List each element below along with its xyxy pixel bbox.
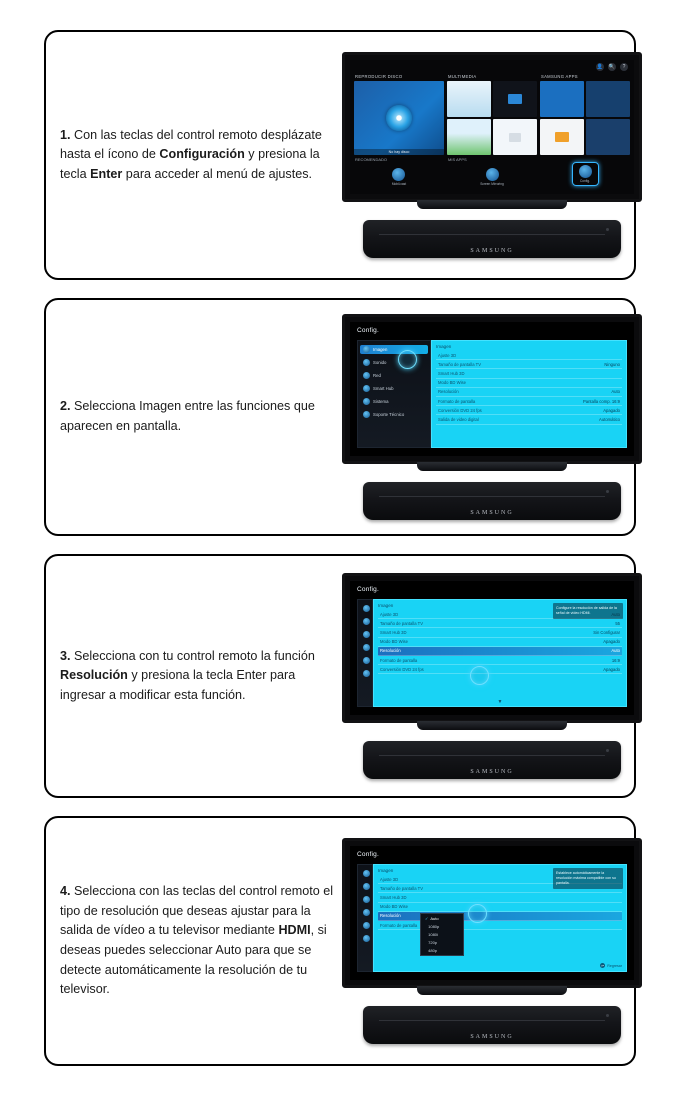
disc-tile[interactable]	[354, 81, 444, 155]
option-row[interactable]	[378, 628, 622, 637]
option-value: Apagado	[603, 407, 620, 413]
option-row[interactable]	[378, 921, 622, 930]
player-indicator-1	[606, 228, 609, 231]
hub-column-multimedia	[447, 73, 537, 155]
hub-bottom-title-recommended: RECOMENDADO	[355, 157, 388, 162]
support-icon	[363, 935, 370, 942]
help-icon[interactable]: ?	[620, 63, 628, 71]
config-screen-2	[350, 322, 634, 456]
chevron-down-icon[interactable]: ▼	[497, 699, 503, 705]
check-icon: ✓	[425, 916, 429, 922]
dropdown-item-1080i[interactable]	[421, 931, 463, 939]
option-value: Automático	[599, 416, 620, 422]
tv-unit-1	[342, 52, 642, 258]
config-menu-item-red[interactable]	[360, 895, 370, 904]
step-1-text-part-1: Con las teclas del control remoto desplázate hasta el ícono de	[60, 127, 322, 162]
image-icon	[363, 346, 370, 353]
tv-unit-4	[342, 838, 642, 1044]
smart-hub-screen	[350, 60, 634, 194]
option-row[interactable]	[436, 360, 622, 369]
option-row[interactable]	[378, 656, 622, 665]
config-panel-4	[373, 864, 627, 972]
hub-column-apps	[540, 73, 630, 155]
file-icon	[509, 133, 521, 142]
cursor-highlight-2	[398, 350, 417, 369]
image-icon	[363, 870, 370, 877]
resolution-dropdown[interactable]	[420, 913, 464, 956]
screen-mirroring-icon	[486, 168, 499, 181]
multimedia-tile-1[interactable]	[447, 81, 491, 117]
hub-tiles-disc	[354, 81, 444, 155]
app-shortcut-screen-mirroring[interactable]	[480, 168, 504, 186]
config-menu-item-imagen[interactable]	[360, 869, 370, 878]
step-card-4	[44, 816, 636, 1066]
check-placeholder-icon	[425, 924, 426, 929]
step-2-text-part-1: Selecciona Imagen entre las funciones que aparecen en pantalla.	[60, 399, 315, 433]
network-icon	[363, 631, 370, 638]
config-menu-rail-3	[357, 599, 373, 707]
config-menu-item-sistema[interactable]	[360, 656, 370, 665]
step-1-number: 1.	[60, 127, 71, 142]
network-icon	[363, 896, 370, 903]
network-icon	[363, 372, 370, 379]
step-4-text-part-1: Selecciona con las teclas del control remoto el tipo de resolución que deseas ajustar para la salida de vídeo a tu televisor mediante	[60, 884, 334, 938]
bluray-player-3	[363, 741, 621, 779]
config-panel-2	[431, 340, 627, 448]
option-row[interactable]	[436, 415, 622, 424]
user-icon[interactable]: 👤	[596, 63, 604, 70]
system-icon	[363, 657, 370, 664]
dropdown-label: Auto	[430, 916, 439, 922]
option-value: Ninguno	[604, 361, 620, 367]
config-menu-item-sonido[interactable]	[360, 617, 370, 626]
step-card-2	[44, 298, 636, 536]
cursor-highlight-3	[470, 666, 489, 685]
config-menu-item-smart-hub[interactable]	[360, 908, 370, 917]
apps-grid	[540, 81, 630, 155]
disc-tray-2	[379, 496, 605, 497]
check-placeholder-icon	[425, 948, 426, 953]
config-panel-title-3: Imagen	[378, 603, 394, 608]
config-label: Config.	[579, 179, 591, 183]
config-menu-item-sistema[interactable]	[360, 921, 370, 930]
hub-bottom-icons-myapps	[447, 162, 537, 191]
dropdown-item-auto[interactable]	[421, 915, 463, 923]
config-title-4: Config.	[357, 851, 379, 858]
option-value: Sin Configurar	[593, 629, 620, 635]
option-label: Resolución	[380, 913, 401, 919]
config-menu-list-2	[357, 340, 431, 448]
player-brand-4: SAMSUNG	[470, 1034, 514, 1040]
option-label: Modo BD Wise	[380, 904, 408, 910]
option-row[interactable]	[436, 379, 622, 388]
step-3-text-part-1: Selecciona con tu control remoto la función	[70, 648, 315, 663]
hub-tiles-apps	[540, 81, 630, 155]
option-label: Formato de pantalla	[438, 398, 476, 404]
info-pane-3: Configure la resolución de salida de la señal de vídeo HDMI.	[553, 603, 623, 619]
config-menu-rail-4	[357, 864, 373, 972]
tv-stand-3	[342, 721, 642, 735]
bluray-player-4	[363, 1006, 621, 1044]
option-row[interactable]	[436, 369, 622, 378]
check-placeholder-icon	[425, 940, 426, 945]
step-3-bold-1: Resolución	[60, 668, 128, 683]
config-panel-title-4: Imagen	[378, 868, 394, 873]
hub-bottom-icons-recommended	[354, 162, 444, 191]
disc-tray-3	[379, 755, 605, 756]
option-label: Conversión DVD 24 fps	[380, 666, 424, 672]
dropdown-item-720p[interactable]	[421, 938, 463, 946]
config-menu-item-soporte[interactable]	[360, 934, 370, 943]
option-label: Ajuste 3D	[380, 876, 399, 882]
mail-icon	[555, 132, 569, 142]
player-indicator-2	[606, 490, 609, 493]
tv-screen-4	[342, 838, 642, 988]
option-value: Auto	[611, 389, 620, 395]
bluray-player-1	[363, 220, 621, 258]
check-placeholder-icon	[425, 932, 426, 937]
step-4-bold-1: HDMI	[278, 923, 311, 938]
dropdown-label: 1080i	[428, 931, 438, 937]
config-body-4	[357, 864, 627, 972]
app-tile-4[interactable]	[586, 119, 630, 155]
option-row[interactable]	[378, 638, 622, 647]
app-shortcut-mobilcast[interactable]	[392, 168, 406, 186]
config-menu-label-smart-hub: Smart Hub	[373, 386, 394, 391]
image-icon	[363, 605, 370, 612]
option-label: Smart Hub 3D	[380, 894, 407, 900]
config-menu-item-smart-hub[interactable]	[360, 643, 370, 652]
config-title-2: Config.	[357, 327, 379, 334]
app-tile-2[interactable]	[586, 81, 630, 117]
config-menu-item-smart-hub[interactable]	[360, 384, 428, 393]
step-1-text	[60, 126, 342, 185]
option-row[interactable]	[378, 893, 622, 902]
config-menu-item-soporte[interactable]	[360, 410, 428, 419]
option-value: Pantalla comp. 16:9	[582, 398, 620, 404]
config-title-3: Config.	[357, 586, 379, 593]
config-menu-item-sistema[interactable]	[360, 397, 428, 406]
step-3-illustration	[342, 573, 642, 779]
multimedia-tile-3[interactable]	[447, 119, 491, 155]
step-1-bold-2: Enter	[90, 166, 123, 181]
option-label: Conversión DVD 24 fps	[438, 407, 482, 413]
sound-icon	[363, 359, 370, 366]
hub-bottom-recommended	[354, 157, 444, 191]
disc-tile-label: No hay disco	[354, 149, 444, 155]
smart-hub-icon	[363, 385, 370, 392]
hub-bottom-myapps	[447, 157, 537, 191]
multimedia-grid	[447, 81, 537, 155]
option-label: Smart Hub 3D	[380, 629, 407, 635]
hub-bottom-config	[540, 157, 630, 191]
option-label: Modo BD Wise	[438, 380, 466, 386]
player-brand-3: SAMSUNG	[470, 769, 514, 775]
player-indicator-4	[606, 1014, 609, 1017]
hub-bottom-title-myapps: MIS APPS	[448, 157, 467, 162]
dropdown-item-480p[interactable]	[421, 946, 463, 954]
option-label: Ajuste 3D	[438, 352, 457, 358]
tv-screen-2	[342, 314, 642, 464]
smart-hub-icon	[363, 909, 370, 916]
back-label: Regresar	[607, 963, 622, 968]
config-screen-3	[350, 581, 634, 715]
option-row[interactable]	[378, 903, 622, 912]
option-row[interactable]	[436, 397, 622, 406]
option-label: Formato de pantalla	[380, 922, 418, 928]
option-value: Apagado	[603, 666, 620, 672]
bluray-player-2	[363, 482, 621, 520]
dropdown-label: 720p	[428, 939, 438, 945]
disc-tray-4	[379, 1020, 605, 1021]
step-1-text-part-3: para acceder al menú de ajustes.	[122, 166, 313, 181]
back-arrow-icon: ↩	[601, 963, 605, 968]
config-menu-item-soporte[interactable]	[360, 669, 370, 678]
step-2-number: 2.	[60, 399, 71, 414]
tv-screen-1	[342, 52, 642, 202]
option-label: Modo BD Wise	[380, 639, 408, 645]
step-2-illustration	[342, 314, 642, 520]
option-label: Formato de pantalla	[380, 657, 418, 663]
system-icon	[363, 398, 370, 405]
option-value: Apagado	[603, 639, 620, 645]
tv-stand-2	[342, 462, 642, 476]
option-label: Tamaño de pantalla TV	[380, 885, 423, 891]
config-screen-4	[350, 846, 634, 980]
info-pane-4: Establece automáticamente la resolución máxima compatible con su pantalla.	[553, 868, 623, 889]
player-indicator-3	[606, 749, 609, 752]
config-menu-label-soporte: Soporte Técnico	[373, 412, 405, 417]
dropdown-label: 480p	[428, 947, 438, 953]
support-icon	[363, 411, 370, 418]
tv-stand-1	[342, 200, 642, 214]
dropdown-label: 1080p	[428, 924, 440, 930]
step-1-bold-1: Configuración	[159, 147, 245, 162]
sound-icon	[363, 618, 370, 625]
option-label: Resolución	[438, 389, 459, 395]
option-row[interactable]	[436, 406, 622, 415]
hub-column-title-apps: SAMSUNG APPS	[541, 74, 578, 79]
step-3-number: 3.	[60, 648, 71, 663]
photo-icon	[508, 94, 522, 104]
step-4-text	[60, 882, 342, 999]
step-4-illustration	[342, 838, 642, 1044]
hub-column-title-multimedia: MULTIMEDIA	[448, 74, 477, 79]
config-menu-item-red[interactable]	[360, 371, 428, 380]
screen-mirroring-label: Screen Mirroring	[480, 181, 504, 186]
step-2-text	[60, 397, 342, 436]
config-menu-label-red: Red	[373, 373, 381, 378]
gear-icon	[579, 165, 592, 178]
player-brand-1: SAMSUNG	[470, 248, 514, 254]
app-shortcut-config[interactable]	[572, 162, 599, 186]
step-4-text-part-2: , si deseas puedes seleccionar Auto para que se detecte automáticamente la resolución de tu televisor.	[60, 923, 327, 997]
option-value: 16:9	[611, 657, 620, 663]
option-row[interactable]	[436, 388, 622, 397]
hub-tiles-multimedia	[447, 81, 537, 155]
hub-column-title-disc: REPRODUCIR DISCO	[355, 74, 403, 79]
tv-stand-4	[342, 986, 642, 1000]
option-label: Tamaño de pantalla TV	[438, 361, 481, 367]
tv-screen-3	[342, 573, 642, 723]
config-menu-label-sistema: Sistema	[373, 399, 389, 404]
smart-hub-icon	[363, 644, 370, 651]
sound-icon	[363, 883, 370, 890]
option-row[interactable]	[378, 619, 622, 628]
cursor-highlight-4	[468, 904, 487, 923]
config-menu-label-imagen: Imagen	[373, 347, 388, 352]
option-row-resolucion[interactable]	[378, 912, 622, 921]
hub-column-disc	[354, 73, 444, 155]
option-label: Resolución	[380, 648, 401, 654]
config-menu-item-imagen[interactable]	[360, 604, 370, 613]
multimedia-tile-2[interactable]	[493, 81, 537, 117]
config-menu-item-red[interactable]	[360, 630, 370, 639]
app-tile-1[interactable]	[540, 81, 584, 117]
config-menu-item-sonido[interactable]	[360, 882, 370, 891]
option-label: Smart Hub 3D	[438, 370, 465, 376]
config-panel-3	[373, 599, 627, 707]
option-row[interactable]	[436, 351, 622, 360]
hub-columns	[350, 73, 634, 155]
option-value: 55	[615, 620, 620, 626]
config-menu-label-sonido: Sonido	[373, 360, 387, 365]
step-3-text	[60, 647, 342, 706]
step-4-number: 4.	[60, 884, 71, 899]
option-row[interactable]	[378, 665, 622, 674]
multimedia-tile-4[interactable]	[493, 119, 537, 155]
dropdown-item-1080p[interactable]	[421, 923, 463, 931]
app-tile-3[interactable]	[540, 119, 584, 155]
hub-top-bar	[350, 60, 634, 73]
config-panel-title-2: Imagen	[436, 344, 452, 349]
mobilcast-label: Mobil.cast	[391, 181, 407, 186]
option-label: Tamaño de pantalla TV	[380, 620, 423, 626]
disc-tray-1	[379, 234, 605, 235]
hub-bottom-icons-config	[540, 157, 630, 191]
hub-bottom-row	[350, 155, 634, 194]
player-brand-2: SAMSUNG	[470, 510, 514, 516]
step-1-text-part-2: y presiona la tecla	[60, 147, 320, 181]
config-body-3	[357, 599, 627, 707]
step-3-text-part-2: y presiona la tecla Enter para ingresar a modificar esta función.	[60, 668, 296, 702]
system-icon	[363, 922, 370, 929]
search-icon[interactable]: 🔍	[608, 63, 616, 70]
step-card-1	[44, 30, 636, 280]
tv-unit-2	[342, 314, 642, 520]
config-menu-item-imagen[interactable]	[360, 345, 428, 354]
option-row-resolucion[interactable]	[378, 647, 622, 656]
back-button[interactable]	[600, 963, 622, 968]
option-value: Auto	[611, 648, 620, 654]
step-1-illustration	[342, 52, 642, 258]
mobilcast-icon	[392, 168, 405, 181]
step-card-3	[44, 554, 636, 798]
config-menu-item-sonido[interactable]	[360, 358, 428, 367]
option-label: Ajuste 3D	[380, 611, 399, 617]
disc-icon	[386, 105, 412, 131]
tv-unit-3	[342, 573, 642, 779]
option-label: Salida de video digital	[438, 416, 479, 422]
support-icon	[363, 670, 370, 677]
